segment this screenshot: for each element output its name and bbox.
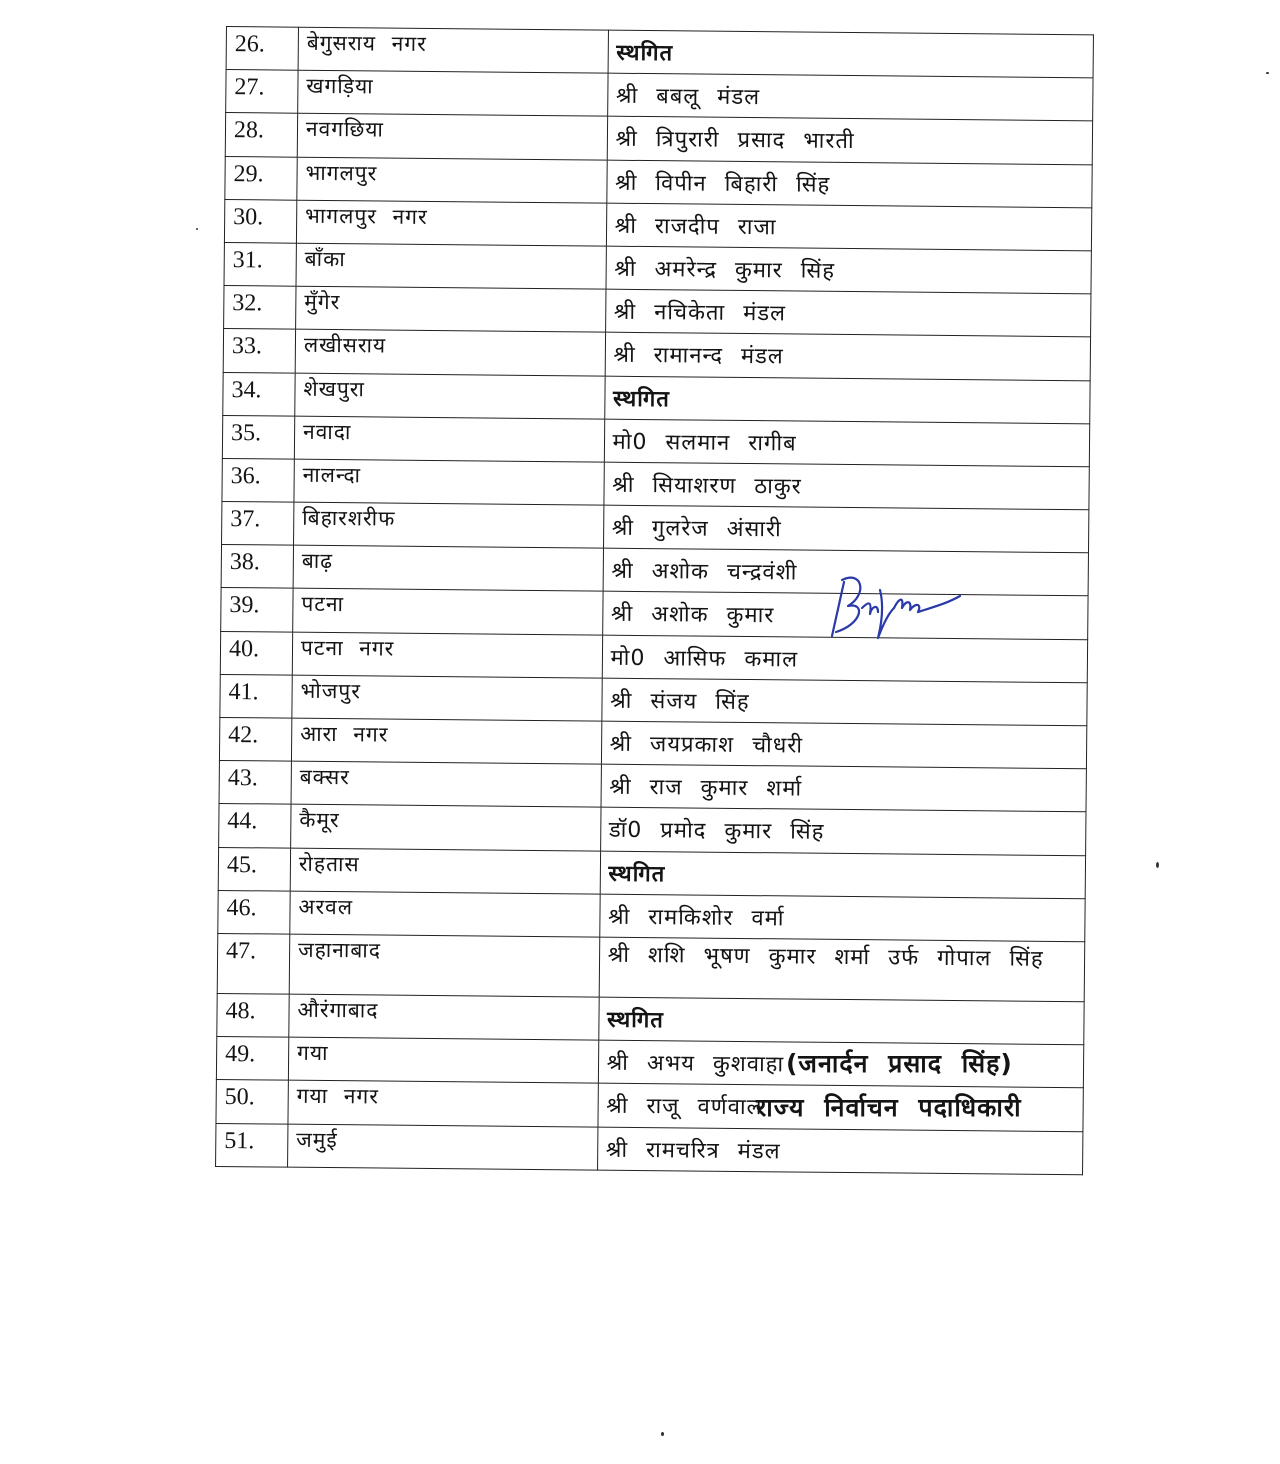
serial-number-cell: 44.	[219, 804, 291, 848]
district-cell: नालन्दा	[294, 459, 604, 505]
serial-number-cell: 37.	[222, 502, 294, 546]
serial-number-cell: 30.	[224, 199, 296, 243]
candidate-cell: स्थगित	[608, 30, 1094, 78]
serial-number-cell: 39.	[221, 588, 293, 632]
candidate-cell: श्री अमरेन्द्र कुमार सिंह	[606, 246, 1092, 294]
district-cell: नवादा	[294, 416, 604, 462]
serial-number-cell: 43.	[219, 761, 291, 805]
signer-title: राज्य निर्वाचन पदाधिकारी	[756, 1093, 1022, 1122]
candidate-cell: श्री गुलरेज अंसारी	[603, 505, 1089, 553]
signature-mark	[822, 560, 972, 650]
district-cell: लखीसराय	[295, 329, 605, 375]
candidate-cell: स्थगित	[598, 997, 1084, 1045]
candidate-cell: श्री सियाशरण ठाकुर	[604, 462, 1090, 510]
serial-number-cell: 31.	[224, 242, 296, 286]
table-row	[216, 1123, 1083, 1175]
serial-number-cell: 45.	[218, 847, 290, 891]
district-cell: पटना नगर	[292, 632, 602, 678]
serial-number-cell: 35.	[222, 415, 294, 459]
district-cell: जहानाबाद	[289, 934, 599, 997]
district-cell: अरवल	[290, 891, 600, 937]
district-cell: रोहतास	[290, 848, 600, 894]
district-cell: पटना	[293, 589, 603, 635]
district-cell: गया नगर	[288, 1080, 598, 1126]
candidate-cell: श्री बबलू मंडल	[607, 73, 1093, 121]
serial-number-cell: 29.	[225, 156, 297, 200]
candidate-cell: श्री राजदीप राजा	[606, 203, 1092, 251]
candidate-cell: श्री राजू वर्णवाल	[598, 1083, 1084, 1131]
candidate-cell: श्री अशोक चन्द्रवंशी	[603, 548, 1089, 596]
candidate-cell: श्री नचिकेता मंडल	[605, 289, 1091, 337]
candidate-cell: श्री रामचरित्र मंडल	[597, 1127, 1083, 1175]
table-row	[217, 933, 1085, 1001]
candidate-cell: श्री त्रिपुरारी प्रसाद भारती	[607, 117, 1093, 165]
district-cell: बाँका	[296, 243, 606, 289]
district-cell: गया	[288, 1037, 598, 1083]
candidate-cell: स्थगित	[600, 851, 1086, 899]
scan-speck	[196, 228, 198, 230]
serial-number-cell: 50.	[216, 1080, 288, 1124]
district-cell: बाढ़	[293, 545, 603, 591]
serial-number-cell: 40.	[220, 631, 292, 675]
candidate-cell: श्री रामकिशोर वर्मा	[599, 894, 1085, 942]
candidate-cell: श्री अशोक कुमार	[602, 592, 1088, 640]
serial-number-cell: 38.	[221, 545, 293, 589]
serial-number-cell: 48.	[217, 993, 289, 1037]
serial-number-cell: 42.	[219, 717, 291, 761]
candidate-cell: मो0 सलमान रागीब	[604, 419, 1090, 467]
candidate-cell: श्री संजय सिंह	[601, 678, 1087, 726]
serial-number-cell: 27.	[226, 70, 298, 114]
serial-number-cell: 34.	[223, 372, 295, 416]
candidate-cell: श्री शशि भूषण कुमार शर्मा उर्फ गोपाल सिंह	[599, 937, 1085, 1002]
district-cell: भोजपुर	[292, 675, 602, 721]
district-cell: नवगछिया	[297, 114, 607, 160]
serial-number-cell: 33.	[223, 329, 295, 373]
district-cell: मुँगेर	[296, 286, 606, 332]
district-cell: औरंगाबाद	[289, 994, 599, 1040]
candidate-cell: श्री राज कुमार शर्मा	[601, 764, 1087, 812]
district-cell: जमुई	[287, 1124, 597, 1170]
candidate-cell: श्री विपीन बिहारी सिंह	[606, 160, 1092, 208]
candidate-cell: स्थगित	[604, 376, 1090, 424]
scan-speck	[1266, 72, 1269, 74]
district-cell: बिहारशरीफ	[293, 502, 603, 548]
serial-number-cell: 26.	[226, 27, 298, 71]
district-cell: आरा नगर	[291, 718, 601, 764]
serial-number-cell: 32.	[224, 286, 296, 330]
scan-speck	[1156, 862, 1159, 868]
district-cell: भागलपुर	[297, 157, 607, 203]
candidate-cell: श्री रामानन्द मंडल	[605, 332, 1091, 380]
serial-number-cell: 46.	[218, 890, 290, 934]
serial-number-cell: 41.	[220, 674, 292, 718]
candidate-cell: मो0 आसिफ कमाल	[602, 635, 1088, 683]
district-cell: शेखपुरा	[295, 373, 605, 419]
district-cell: बेगुसराय नगर	[298, 27, 608, 73]
district-cell: भागलपुर नगर	[296, 200, 606, 246]
district-cell: खगड़िया	[298, 70, 608, 116]
candidate-cell: श्री जयप्रकाश चौधरी	[601, 721, 1087, 769]
candidate-cell: श्री अभय कुशवाहा	[598, 1040, 1084, 1088]
serial-number-cell: 36.	[222, 458, 294, 502]
serial-number-cell: 47.	[217, 933, 290, 994]
serial-number-cell: 49.	[216, 1037, 288, 1081]
scan-speck	[661, 1432, 664, 1436]
district-cell: कैमूर	[291, 805, 601, 851]
signer-name: (जनार्दन प्रसाद सिंह)	[786, 1049, 1013, 1078]
serial-number-cell: 51.	[216, 1123, 288, 1167]
serial-number-cell: 28.	[225, 113, 297, 157]
candidate-cell: डॉ0 प्रमोद कुमार सिंह	[600, 808, 1086, 856]
district-cell: बक्सर	[291, 761, 601, 807]
